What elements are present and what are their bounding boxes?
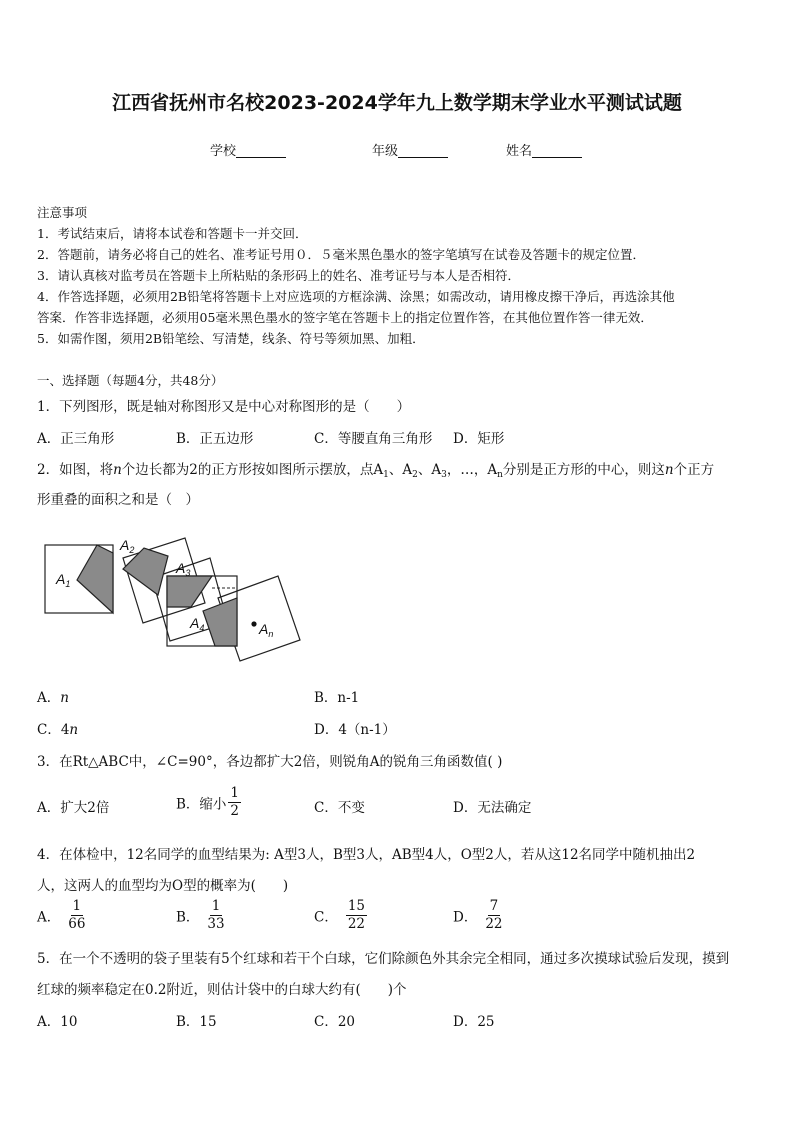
q4-option-b: B． $\frac{1}{33}$ — [176, 898, 225, 932]
page-title: 江西省抚州市名校2023-2024学年九上数学期末学业水平测试试题 — [112, 92, 682, 114]
note-item: 答案．作答非选择题，必须用05毫米黑色墨水的签字笔在答题卡上的指定位置作答，在其他位置作答一律无效． — [37, 310, 653, 325]
label-a3: $A_3$ — [176, 560, 191, 578]
q2-option-b: B．n-1 — [314, 690, 360, 706]
note-item: 3．请认真核对监考员在答题卡上所粘贴的条形码上的姓名、准考证号与本人是否相符． — [37, 268, 520, 283]
question-4-stem-line2: 人，这两人的血型均为O型的概率为( ) — [37, 878, 289, 894]
q1-option-d: D．矩形 — [453, 431, 505, 447]
grade-label: 年级 — [372, 144, 399, 159]
q3-option-a: A．扩大2倍 — [37, 800, 110, 816]
question-5-stem: 5．在一个不透明的袋子里装有5个红球和若干个白球，它们除颜色外其余完全相同，通过多次摸球试验后发现，摸到 — [37, 951, 730, 967]
name-blank — [532, 143, 582, 158]
school-field — [210, 140, 286, 159]
overlap-1 — [77, 545, 113, 613]
q5-option-b: B．15 — [176, 1014, 217, 1030]
overlap-4 — [203, 598, 237, 646]
question-4-stem: 4．在体检中，12名同学的血型结果为: A型3人，B型3人，AB型4人，O型2人，若从这12名同学中随机抽出2 — [37, 847, 696, 863]
notes-heading: 注意事项 — [37, 205, 88, 220]
school-blank — [236, 143, 286, 158]
q1-option-a: A．正三角形 — [37, 431, 115, 447]
q4-option-d: D． $\frac{7}{22}$ — [453, 898, 503, 932]
q5-option-c: C．20 — [314, 1014, 356, 1030]
overlap-2 — [123, 548, 168, 595]
grade-field — [372, 140, 448, 159]
note-item: 5．如需作图，须用2B铅笔绘、写清楚，线条、符号等须加黑、加粗． — [37, 331, 425, 346]
q2-option-a: A．n — [37, 690, 69, 706]
q4-option-a: A． $\frac{1}{66}$ — [37, 898, 86, 932]
note-item: 2．答题前，请务必将自己的姓名、准考证号用０．５毫米黑色墨水的签字笔填写在试卷及答题卡的规定位置． — [37, 247, 645, 262]
q4-option-c: C． $\frac{15}{22}$ — [314, 898, 366, 932]
q5-option-a: A．10 — [37, 1014, 78, 1030]
note-item: 4．作答选择题，必须用2B铅笔将答题卡上对应选项的方框涂满、涂黑；如需改动，请用橡皮擦干净后，再选涂其他 — [37, 289, 675, 304]
label-a1: $A_1$ — [56, 571, 71, 589]
note-item: 1．考试结束后，请将本试卷和答题卡一并交回． — [37, 226, 308, 241]
grade-blank — [398, 143, 448, 158]
q1-option-c: C．等腰直角三角形 — [314, 431, 433, 447]
question-2-stem: 2．如图，将n个边长都为2的正方形按如图所示摆放，点$A_1$、$A_2$、$A_3$，…，$A_n$分别是正方形的中心，则这n个正方 — [37, 462, 715, 480]
label-a2: $A_2$ — [120, 537, 135, 555]
question-1-stem: 1．下列图形，既是轴对称图形又是中心对称图形的是（ ） — [37, 399, 411, 415]
school-label: 学校 — [210, 144, 237, 159]
question-2-stem-line2: 形重叠的面积之和是（ ） — [37, 492, 199, 508]
q5-option-d: D．25 — [453, 1014, 495, 1030]
label-a4: $A_4$ — [190, 615, 205, 633]
q2-option-c: C．4n — [37, 722, 79, 738]
q1-option-b: B．正五边形 — [176, 431, 254, 447]
q2-option-d: D．4（n-1） — [314, 722, 396, 738]
name-field — [506, 140, 582, 159]
squares-figure — [40, 528, 305, 678]
q3-option-d: D．无法确定 — [453, 800, 532, 816]
section-heading: 一、选择题（每题4分，共48分） — [37, 373, 224, 388]
name-label: 姓名 — [506, 144, 533, 159]
center-dot — [251, 621, 256, 626]
q3-option-b: B．缩小 $\frac{1}{2}$ — [176, 785, 240, 819]
question-5-stem-line2: 红球的频率稳定在0.2附近，则估计袋中的白球大约有( )个 — [37, 982, 407, 998]
question-3-stem: 3．在Rt△ABC中，∠C=90°，各边都扩大2倍，则锐角A的锐角三角函数值( ) — [37, 754, 503, 770]
label-an: $A_n$ — [259, 621, 274, 639]
q3-option-c: C．不变 — [314, 800, 365, 816]
